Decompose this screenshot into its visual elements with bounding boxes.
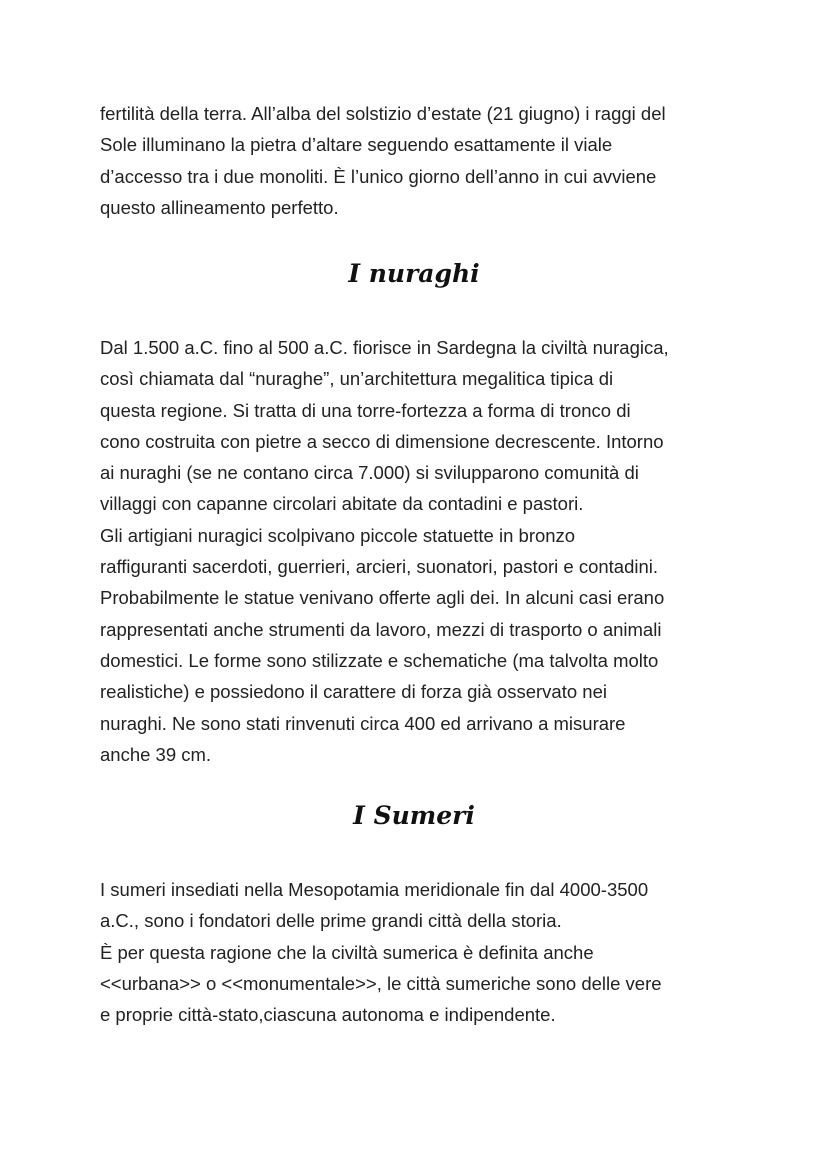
paragraph-line: cono costruita con pietre a secco di dimensione decrescente. Intorno bbox=[100, 430, 664, 452]
paragraph-line: questa regione. Si tratta di una torre-fortezza a forma di tronco di bbox=[100, 399, 631, 421]
paragraph-line: È per questa ragione che la civiltà sumerica è definita anche bbox=[100, 941, 594, 963]
paragraph-line: Probabilmente le statue venivano offerte agli dei. In alcuni casi erano bbox=[100, 587, 665, 609]
intro-paragraph bbox=[100, 98, 740, 223]
paragraph-line: nuraghi. Ne sono stati rinvenuti circa 400 ed arrivano a misurare bbox=[100, 712, 626, 734]
paragraph-line: villaggi con capanne circolari abitate da contadini e pastori. bbox=[100, 493, 584, 515]
paragraph-line: e proprie città-stato,ciascuna autonoma e indipendente. bbox=[100, 1004, 556, 1026]
heading-sumeri: I Sumeri bbox=[353, 801, 475, 830]
paragraph-line: rappresentati anche strumenti da lavoro, mezzi di trasporto o animali bbox=[100, 618, 662, 640]
paragraph-line: I sumeri insediati nella Mesopotamia meridionale fin dal 4000-3500 bbox=[100, 879, 649, 900]
paragraph-line: raffiguranti sacerdoti, guerrieri, arcieri, suonatori, pastori e contadini. bbox=[100, 556, 659, 578]
paragraph-line: domestici. Le forme sono stilizzate e schematiche (ma talvolta molto bbox=[100, 649, 659, 671]
paragraph-line: a.C., sono i fondatori delle prime grandi città della storia. bbox=[100, 910, 562, 932]
paragraph-line: fertilità della terra. All’alba del solstizio d’estate (21 giugno) i raggi del bbox=[100, 103, 666, 124]
paragraph-line: Sole illuminano la pietra d’altare seguendo esattamente il viale bbox=[100, 134, 613, 156]
paragraph-line: così chiamata dal “nuraghe”, un’architettura megalitica tipica di bbox=[100, 368, 614, 390]
nuraghi-paragraph bbox=[100, 332, 740, 770]
paragraph-line: Dal 1.500 a.C. fino al 500 a.C. fiorisce in Sardegna la civiltà nuragica, bbox=[100, 337, 669, 358]
paragraph-line: <<urbana>> o <<monumentale>>, le città sumeriche sono delle vere bbox=[100, 972, 662, 994]
paragraph-line: questo allineamento perfetto. bbox=[100, 196, 339, 218]
paragraph-line: ai nuraghi (se ne contano circa 7.000) si svilupparono comunità di bbox=[100, 462, 639, 484]
sumeri-paragraph bbox=[100, 874, 740, 1030]
heading-nuraghi: I nuraghi bbox=[348, 259, 480, 288]
paragraph-line: Gli artigiani nuragici scolpivano piccole statuette in bronzo bbox=[100, 524, 576, 546]
paragraph-line: d’accesso tra i due monoliti. È l’unico giorno dell’anno in cui avviene bbox=[100, 165, 657, 187]
paragraph-line: realistiche) e possiedono il carattere di forza già osservato nei bbox=[100, 681, 607, 703]
paragraph-line: anche 39 cm. bbox=[100, 743, 212, 765]
